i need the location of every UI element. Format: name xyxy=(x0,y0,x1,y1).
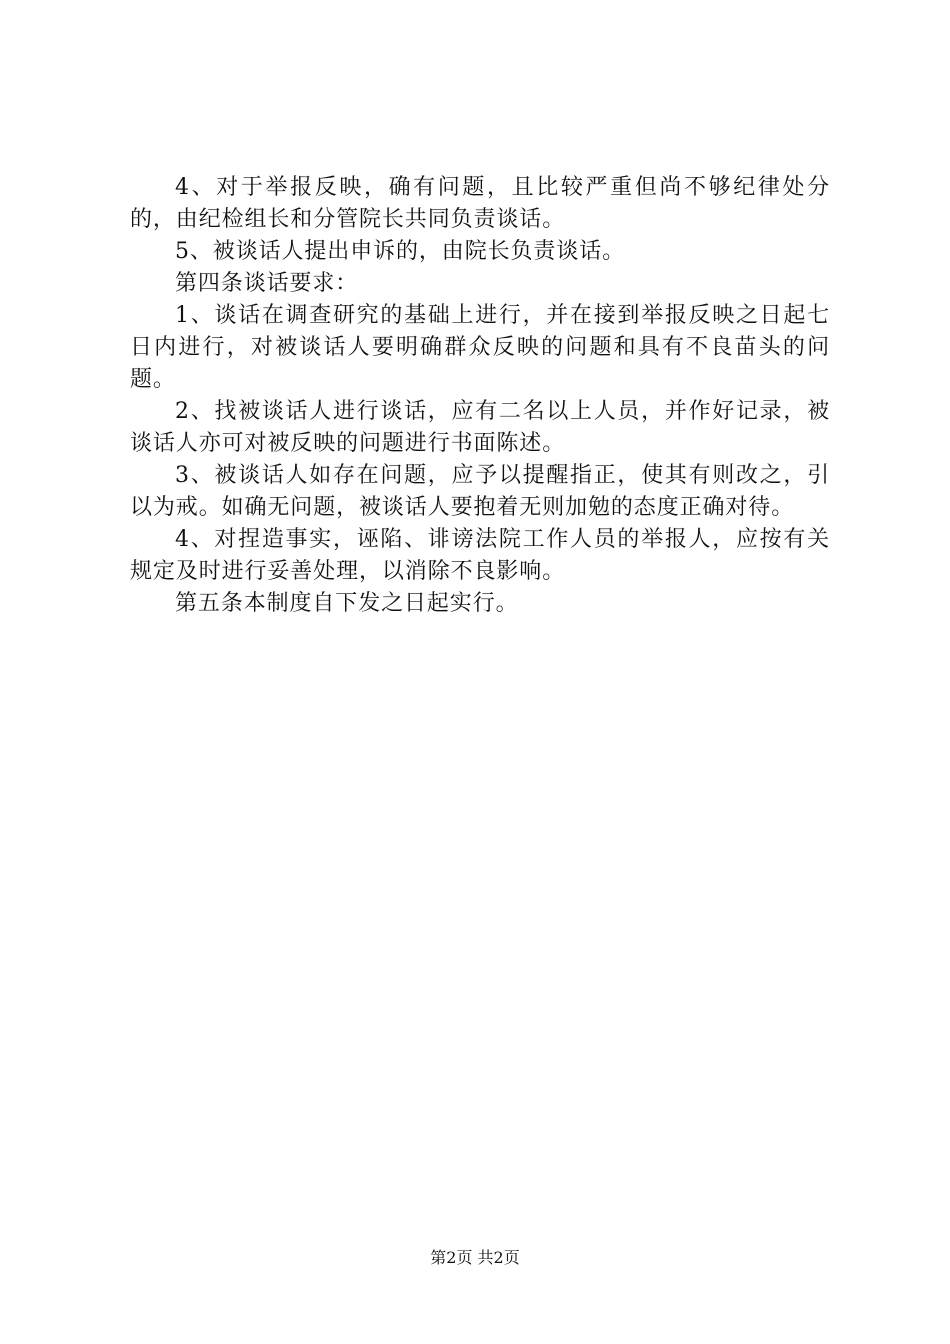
article-4-heading: 第四条谈话要求： xyxy=(175,271,359,296)
article-5-effective: 第五条本制度自下发之日起实行。 xyxy=(175,591,519,616)
paragraph-requirement-2: 2、找被谈话人进行谈话，应有二名以上人员，并作好记录，被谈话人亦可对被反映的问题进行书面陈述。 xyxy=(130,399,830,456)
page-number-footer: 第2页 共2页 xyxy=(430,1248,520,1267)
document-body xyxy=(130,172,830,620)
paragraph-item-4-handling: 4、对于举报反映，确有问题，且比较严重但尚不够纪律处分的，由纪检组长和分管院长共同负责谈话。 xyxy=(130,175,830,232)
paragraph-requirement-4: 4、对捏造事实，诬陷、诽谤法院工作人员的举报人，应按有关规定及时进行妥善处理，以消除不良影响。 xyxy=(130,527,830,584)
paragraph-item-5-appeal: 5、被谈话人提出申诉的，由院长负责谈话。 xyxy=(175,239,625,264)
paragraph-requirement-3: 3、被谈话人如存在问题，应予以提醒指正，使其有则改之，引以为戒。如确无问题，被谈话人要抱着无则加勉的态度正确对待。 xyxy=(130,463,830,520)
paragraph-requirement-1: 1、谈话在调查研究的基础上进行，并在接到举报反映之日起七日内进行，对被谈话人要明确群众反映的问题和具有不良苗头的问题。 xyxy=(130,303,830,392)
